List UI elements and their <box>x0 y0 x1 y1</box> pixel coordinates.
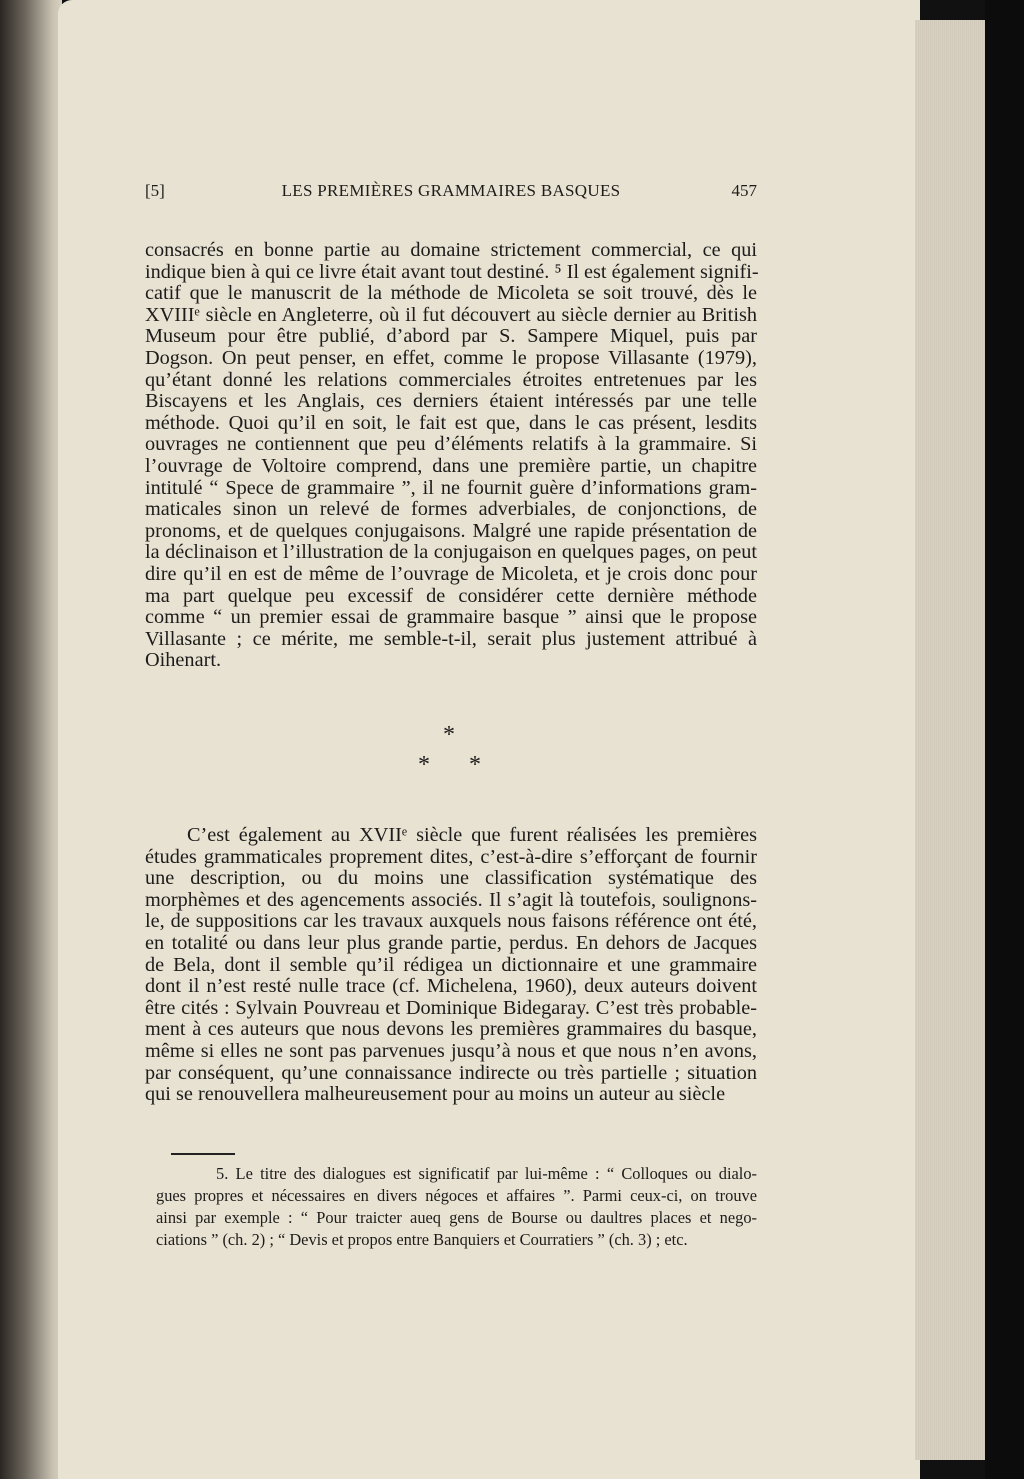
text-line: Biscayens et les Anglais, ces derniers étaient intéressés par une telle <box>145 390 757 413</box>
footnote-5 <box>156 1163 757 1251</box>
text-line: ma part quelque peu excessif de considérer cette dernière méthode <box>145 584 757 607</box>
text-line: Villasante ; ce mérite, me semble-t-il, serait plus justement attribué à <box>145 627 757 650</box>
text-line: de Bela, dont il semble qu’il rédigea un dictionnaire et une grammaire <box>145 953 757 976</box>
text-line: Museum pour être publié, d’abord par S. Sampere Miquel, puis par <box>145 325 757 348</box>
text-line: maticales sinon un relevé de formes adverbiales, de conjonctions, de <box>145 498 757 521</box>
text-line: dire qu’il en est de même de l’ouvrage de Micoleta, et je crois donc pour <box>145 562 757 585</box>
text-line: indique bien à qui ce livre était avant tout destiné. ⁵ Il est également signifi- <box>145 260 759 283</box>
paragraph-2 <box>145 825 757 1106</box>
text-line: XVIIIᵉ siècle en Angleterre, où il fut découvert au siècle dernier au British <box>145 303 757 326</box>
separator-asterisk: * <box>469 752 481 778</box>
text-line: par conséquent, qu’une connaissance indirecte ou très partielle ; situation <box>145 1061 757 1084</box>
text-line: une description, ou du moins une classification systématique des <box>145 867 757 890</box>
footnote-rule <box>171 1153 235 1155</box>
text-line: la déclinaison et l’illustration de la conjugaison en quelques pages, on peut <box>145 541 757 564</box>
running-title: LES PREMIÈRES GRAMMAIRES BASQUES <box>281 181 621 200</box>
text-line: l’ouvrage de Voltoire comprend, dans une première partie, un chapitre <box>145 454 757 477</box>
section-number: [5] <box>145 181 165 200</box>
text-line: même si elles ne sont pas parvenues jusqu’à nous et que nous n’en avons, <box>145 1039 757 1062</box>
page-number: 457 <box>731 181 757 200</box>
text-line: ainsi par exemple : “ Pour traicter aueq gens de Bourse ou daultres places et nego- <box>156 1208 757 1227</box>
text-line: ouvrages ne contiennent que peu d’éléments relatifs à la grammaire. Si <box>145 433 757 456</box>
book-page <box>58 0 920 1479</box>
text-line: en totalité ou dans leur plus grande partie, perdus. En dehors de Jacques <box>145 931 757 954</box>
text-line: 5. Le titre des dialogues est significatif par lui-même : “ Colloques ou dialo- <box>216 1164 757 1183</box>
text-line: ciations ” (ch. 2) ; “ Devis et propos entre Banquiers et Courratiers ” (ch. 3) ; etc. <box>156 1230 688 1249</box>
text-line: Dogson. On peut penser, en effet, comme le propose Villasante (1979), <box>145 346 757 369</box>
text-line: études grammaticales proprement dites, c’est-à-dire s’efforçant de fournir <box>145 845 757 868</box>
text-line: méthode. Quoi qu’il en soit, le fait est que, dans le cas présent, lesdits <box>145 411 757 434</box>
text-line: qui se renouvellera malheureusement pour au moins un auteur au siècle <box>145 1083 726 1106</box>
text-line: intitulé “ Spece de grammaire ”, il ne fournit guère d’informations gram- <box>145 476 757 499</box>
page-stack-edge <box>915 20 987 1460</box>
text-line: morphèmes et des agencements associés. Il s’agit là toutefois, soulignons- <box>145 888 757 911</box>
text-line: le, de suppositions car les travaux auxquels nous faisons référence ont été, <box>145 910 757 933</box>
paragraph-1 <box>145 240 757 672</box>
text-line: dont il n’est resté nulle trace (cf. Michelena, 1960), deux auteurs doivent <box>145 975 757 998</box>
text-line: comme “ un premier essai de grammaire basque ” ainsi que le propose <box>145 606 757 629</box>
text-line: gues propres et nécessaires en divers négoces et affaires ”. Parmi ceux-ci, on trouve <box>156 1186 757 1205</box>
running-header <box>145 181 757 205</box>
separator-asterisk: * <box>443 722 455 748</box>
text-line: être cités : Sylvain Pouvreau et Dominique Bidegaray. C’est très probable- <box>145 996 757 1019</box>
text-line: Oihenart. <box>145 649 222 672</box>
facing-page-edge <box>0 0 62 1479</box>
text-line: qu’étant donné les relations commerciales étroites entretenues par les <box>145 368 757 391</box>
text-line: C’est également au XVIIᵉ siècle que furent réalisées les premières <box>187 824 757 846</box>
text-line: catif que le manuscrit de la méthode de Micoleta se soit trouvé, dès le <box>145 282 757 305</box>
background <box>985 0 1024 1479</box>
text-line: consacrés en bonne partie au domaine strictement commercial, ce qui <box>145 239 757 261</box>
separator-asterisk: * <box>418 752 430 778</box>
text-line: pronoms, et de quelques conjugaisons. Malgré une rapide présentation de <box>145 519 757 542</box>
text-line: ment à ces auteurs que nous devons les premières grammaires du basque, <box>145 1018 757 1041</box>
